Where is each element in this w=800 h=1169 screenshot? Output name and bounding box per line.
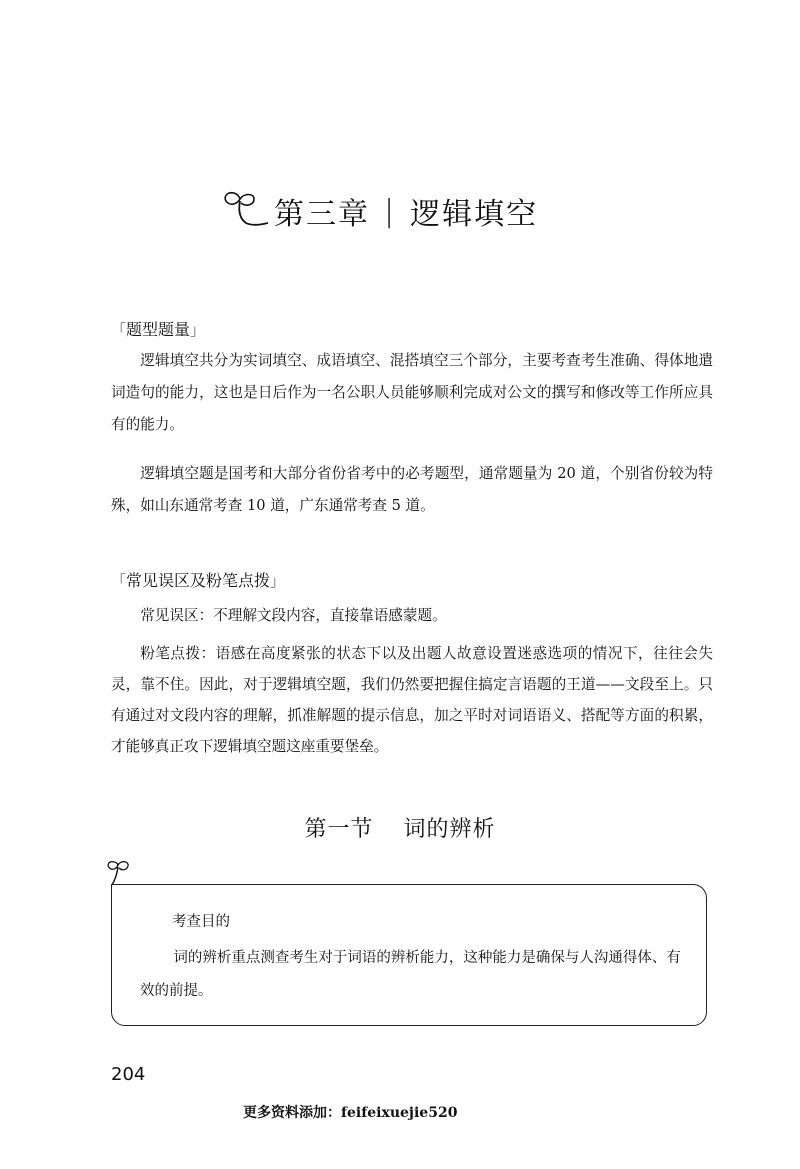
page-number: 204: [111, 1064, 146, 1085]
sprout-icon: [220, 189, 270, 233]
bracket-open-icon: 「: [111, 321, 127, 339]
chapter-title: [220, 186, 538, 236]
bracket-close-icon: 」: [270, 572, 286, 590]
question-type-heading-text: 题型题量: [126, 320, 191, 339]
small-sprout-icon: [104, 858, 138, 886]
section-title: [0, 812, 800, 843]
question-type-paragraph-1: 逻辑填空共分为实词填空、成语填空、混搭填空三个部分，主要考查考生准确、得体地遣词造句的能力，这也是日后作为一名公职人员能够顺利完成对公文的撰写和修改等工作所应具有的能力。: [111, 352, 713, 433]
chapter-separator: |: [384, 193, 397, 229]
bracket-close-icon: 」: [190, 321, 206, 339]
objective-text: 词的辨析重点测查考生对于词语的辨析能力，这种能力是确保与人沟通得体、有效的前提。: [140, 950, 681, 999]
chapter-name: 逻辑填空: [410, 197, 539, 232]
question-type-paragraph-2: 逻辑填空题是国考和大部分省份省考中的必考题型，通常题量为 20 道，个别省份较为特殊，如山东通常考查 10 道，广东通常考查 5 道。: [111, 465, 713, 514]
mistakes-heading: [111, 568, 285, 591]
misconception-text: 常见误区：不理解文段内容，直接靠语感蒙题。: [140, 607, 447, 624]
question-type-heading: [111, 317, 205, 340]
watermark-text: 更多资料添加：feifeixuejie520: [243, 1105, 458, 1121]
objective-heading: 考查目的: [172, 914, 230, 930]
section-number: 第一节: [304, 817, 374, 842]
bracket-open-icon: 「: [111, 572, 127, 590]
mistakes-heading-text: 常见误区及粉笔点拨: [126, 571, 271, 590]
guidance-text: 粉笔点拨：语感在高度紧张的状态下以及出题人故意设置迷惑选项的情况下，往往会失灵，靠不住。因此，对于逻辑填空题，我们仍然要把握住搞定言语题的王道——文段至上。只有通过对文段内容的理解，抓准解题的提示信息，加之平时对词语语义、搭配等方面的积累，才能够真正攻下逻辑填空题这座重要堡垒。: [111, 645, 713, 755]
section-name: 词的辨析: [403, 817, 496, 842]
chapter-number: 第三章: [274, 197, 370, 232]
